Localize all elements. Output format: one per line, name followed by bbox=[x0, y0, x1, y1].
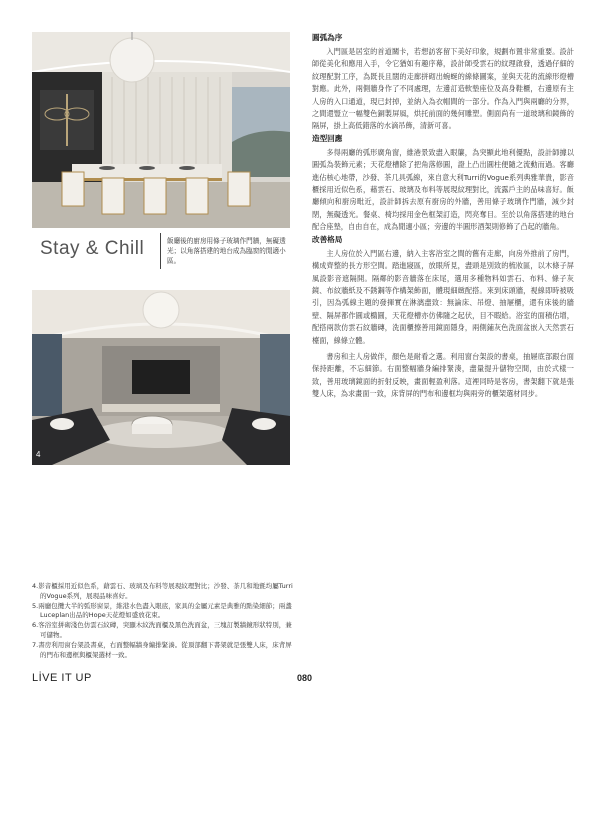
section-paragraph: 多得兩廳的弧形廣角窗，維港景致盡入眼簾，為突顯此地利優點，設計師據以圓弧為裝飾元素；天花燈槽除了把角落修圓，證上凸出圓柱便隨之流動而過。客廳進佔核心地帶，沙發、茶几具弧線，來自意大利Turri的Vogue系列典雅華貴，影音櫃採用近似色系，藉雲石、玻璃及布料等展現紋理對比，流露戶主的品味喜好。飯廳傾向和廚房毗近，設計師拆去原有廚房的外牆，善用條子玻璃作門牆，減少封閉，無礙透光。餐桌、椅均採用金色框架訂造，閃亮奪目。至於以角落搭建的地台配合座墊，自由自在，成為閒適小區；旁邊的半圓形酒架則修飾了凸起的牆角。 bbox=[312, 147, 574, 232]
section-title: 造型回應 bbox=[312, 133, 343, 143]
photo-number: 4 bbox=[36, 450, 41, 459]
photo-note: 6.客浴室拼砌淺色仿雲石紋磚，突顯木紋洗面櫃及黑色洗面盆，三塊訂製牆鏡形狀特別，兼可儲物。 bbox=[32, 621, 292, 639]
photo-note: 4.影音櫃採用近似色系，藉雲石、玻璃及布料等展現紋理對比；沙發、茶几和地氈均屬Turri的Vogue系列，展現品味喜好。 bbox=[32, 582, 293, 600]
page-number: 080 bbox=[297, 673, 313, 683]
caption-text: 飯廳後的廚房用條子玻璃作門牆，無礙透光；以角落搭建的地台成為臨窗的閒適小區。 bbox=[167, 237, 286, 265]
section-shape bbox=[312, 133, 574, 234]
section-title: 圓弧為序 bbox=[312, 33, 343, 42]
photo-notes bbox=[32, 582, 294, 660]
living-room-illustration bbox=[32, 290, 290, 465]
magazine-brand: LİVE IT UP bbox=[32, 672, 92, 684]
section-paragraph: 書房和主人房做伴，顏色是耐看之選。利用窗台架設的書桌，抽屜底部跟台面保持距離，不忘細節。右面整幅牆身編排緊湊，盡量提升儲物空間，由於式樣一致，善用玻璃鏡面的折射反映，畫面輕盈利落。這裡同時是客房，書架翻下就是張雙人床，為求畫面一致，床背屏的門布和邊框均與兩旁的櫃架選材同步。 bbox=[312, 351, 574, 399]
caption-divider bbox=[160, 233, 161, 269]
section-paragraph: 入門區是居室的首道關卡，若想訪客留下美好印象，規劃布置非常重要。設計師從美化和應用入手，令它猶如有趣序幕，設計師受雲石的紋理啟發，透過仔細的紋理配對工序，為既長且闊的走廊拼砌出蜿蜒的線條圖案，並與天花的流線形燈槽對應。此外，兩側牆身作了不同處理，左邊訂造軟墊座位及高身鞋櫃，右邊原有主人房的入口通道，現已封掉，並納入為衣帽間的一部分。作為入門與兩廳的分界，之間還豎立一幅雙色銅製屏風，烘托前面的幾何雕塑。側面尚有一道玻璃和鏡飾的隔屏，掛上高低錯落的水滴吊飾，清新可喜。 bbox=[312, 47, 574, 131]
photo-note: 5.兩廳包攬大半的弧形窗景，維港水色盡入眼底，家具的金屬元素是典雅的點染細節；兩盞Luceplan出品的Hope天花燈如盛放花束。 bbox=[32, 601, 292, 620]
photo-note: 7.書房利用窗台架設書桌，右面整幅牆身編排緊湊。從頂部翻下書架就是張雙人床，床背屏的門布和邊框與櫃架選材一致。 bbox=[32, 640, 292, 659]
section-intro bbox=[312, 32, 574, 133]
article-body bbox=[312, 32, 574, 401]
caption-title: Stay & Chill bbox=[40, 238, 145, 259]
section-title: 改善格局 bbox=[312, 234, 343, 244]
dining-room-illustration bbox=[32, 32, 290, 228]
dining-room-photo bbox=[32, 32, 290, 228]
living-room-photo bbox=[32, 290, 290, 465]
section-layout bbox=[312, 234, 574, 401]
section-paragraph: 主人房位於入門區右邊，納入主客浴室之間的舊有走廊，向房外推前了房門，構成齊整的長方形空間。踏進寢區，放眼所見，盡頭是別致的梳妝區，以木條子屏風設影音遮隔開。隔鄰的影音牆落在床尾，選用多種物料如雲石、布料、條子灰鏡、布紋牆紙及不銹鋼等作構架飾面，體現細緻配搭。來到床頭牆，視線即時被吸引，因為弧線主題的發揮實在淋漓盡致：無論床、吊燈、抽屜櫃，還有床後的牆壁、隔屏都作圓或橢圓，天花燈槽亦仿佛隨之起伏，目不暇給。浴室的面積估增，配搭兩款仿雲石紋牆磚，洗面櫃擦善用鏡面隱身，兩側鋪灰色洗面盆嵌入天然雲石檯面，線條立體。 bbox=[312, 248, 574, 345]
